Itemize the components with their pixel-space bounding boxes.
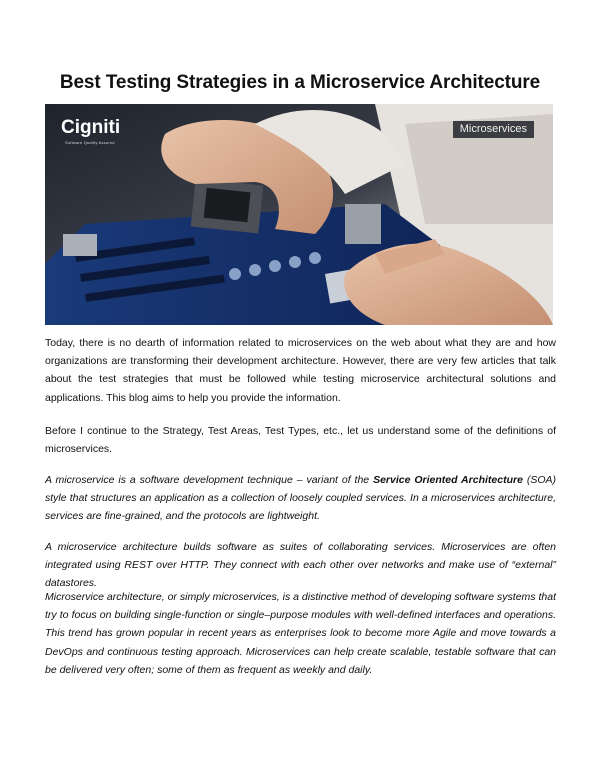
intro-paragraph: Today, there is no dearth of information related to microservices on the web about what they are and how organizations are transforming their development architecture. However, there are very few articles that talk about the test strategies that must be followed while testing microservice architectural solutions and applications. This blog aims to help you provide the information. xyxy=(45,337,556,404)
definition-suites-paragraph: A microservice architecture builds software as suites of collaborating services. Microservices are often integrated using REST over HTTP. They connect with each other over networks and make use of “external” datastores. xyxy=(45,541,556,590)
definition-soa-text-start: A microservice is a software development technique – variant of the xyxy=(45,474,374,486)
logo-tagline: Software Quality Assured xyxy=(65,140,115,145)
page-title: Best Testing Strategies in a Microservice Architecture xyxy=(59,72,541,93)
cigniti-logo: Cigniti xyxy=(61,117,121,138)
definitions-intro-paragraph: Before I continue to the Strategy, Test Areas, Test Types, etc., let us understand some of the definitions of microservices. xyxy=(45,425,556,456)
microservices-badge: Microservices xyxy=(453,121,534,138)
definition-soa-paragraph xyxy=(45,471,556,526)
definition-distinctive-paragraph: Microservice architecture, or simply microservices, is a distinctive method of developing software systems that try to focus on building single-function or single–purpose modules with well-defined interfaces and operations. This trend has grown popular in recent years as enterprises look to become more Agile and move towards a DevOps and continuous testing approach. Microservices can help create scalable, testable software that can be delivered very often; some of them as frequent as weekly and daily. xyxy=(45,591,556,676)
soa-term: Service Oriented Architecture xyxy=(373,474,523,486)
hero-image xyxy=(45,104,553,325)
definition-soa-text-end: (SOA) style that structures an application as a collection of loosely coupled services. In a microservices architecture, services are fine-grained, and the protocols are lightweight. xyxy=(45,474,557,523)
